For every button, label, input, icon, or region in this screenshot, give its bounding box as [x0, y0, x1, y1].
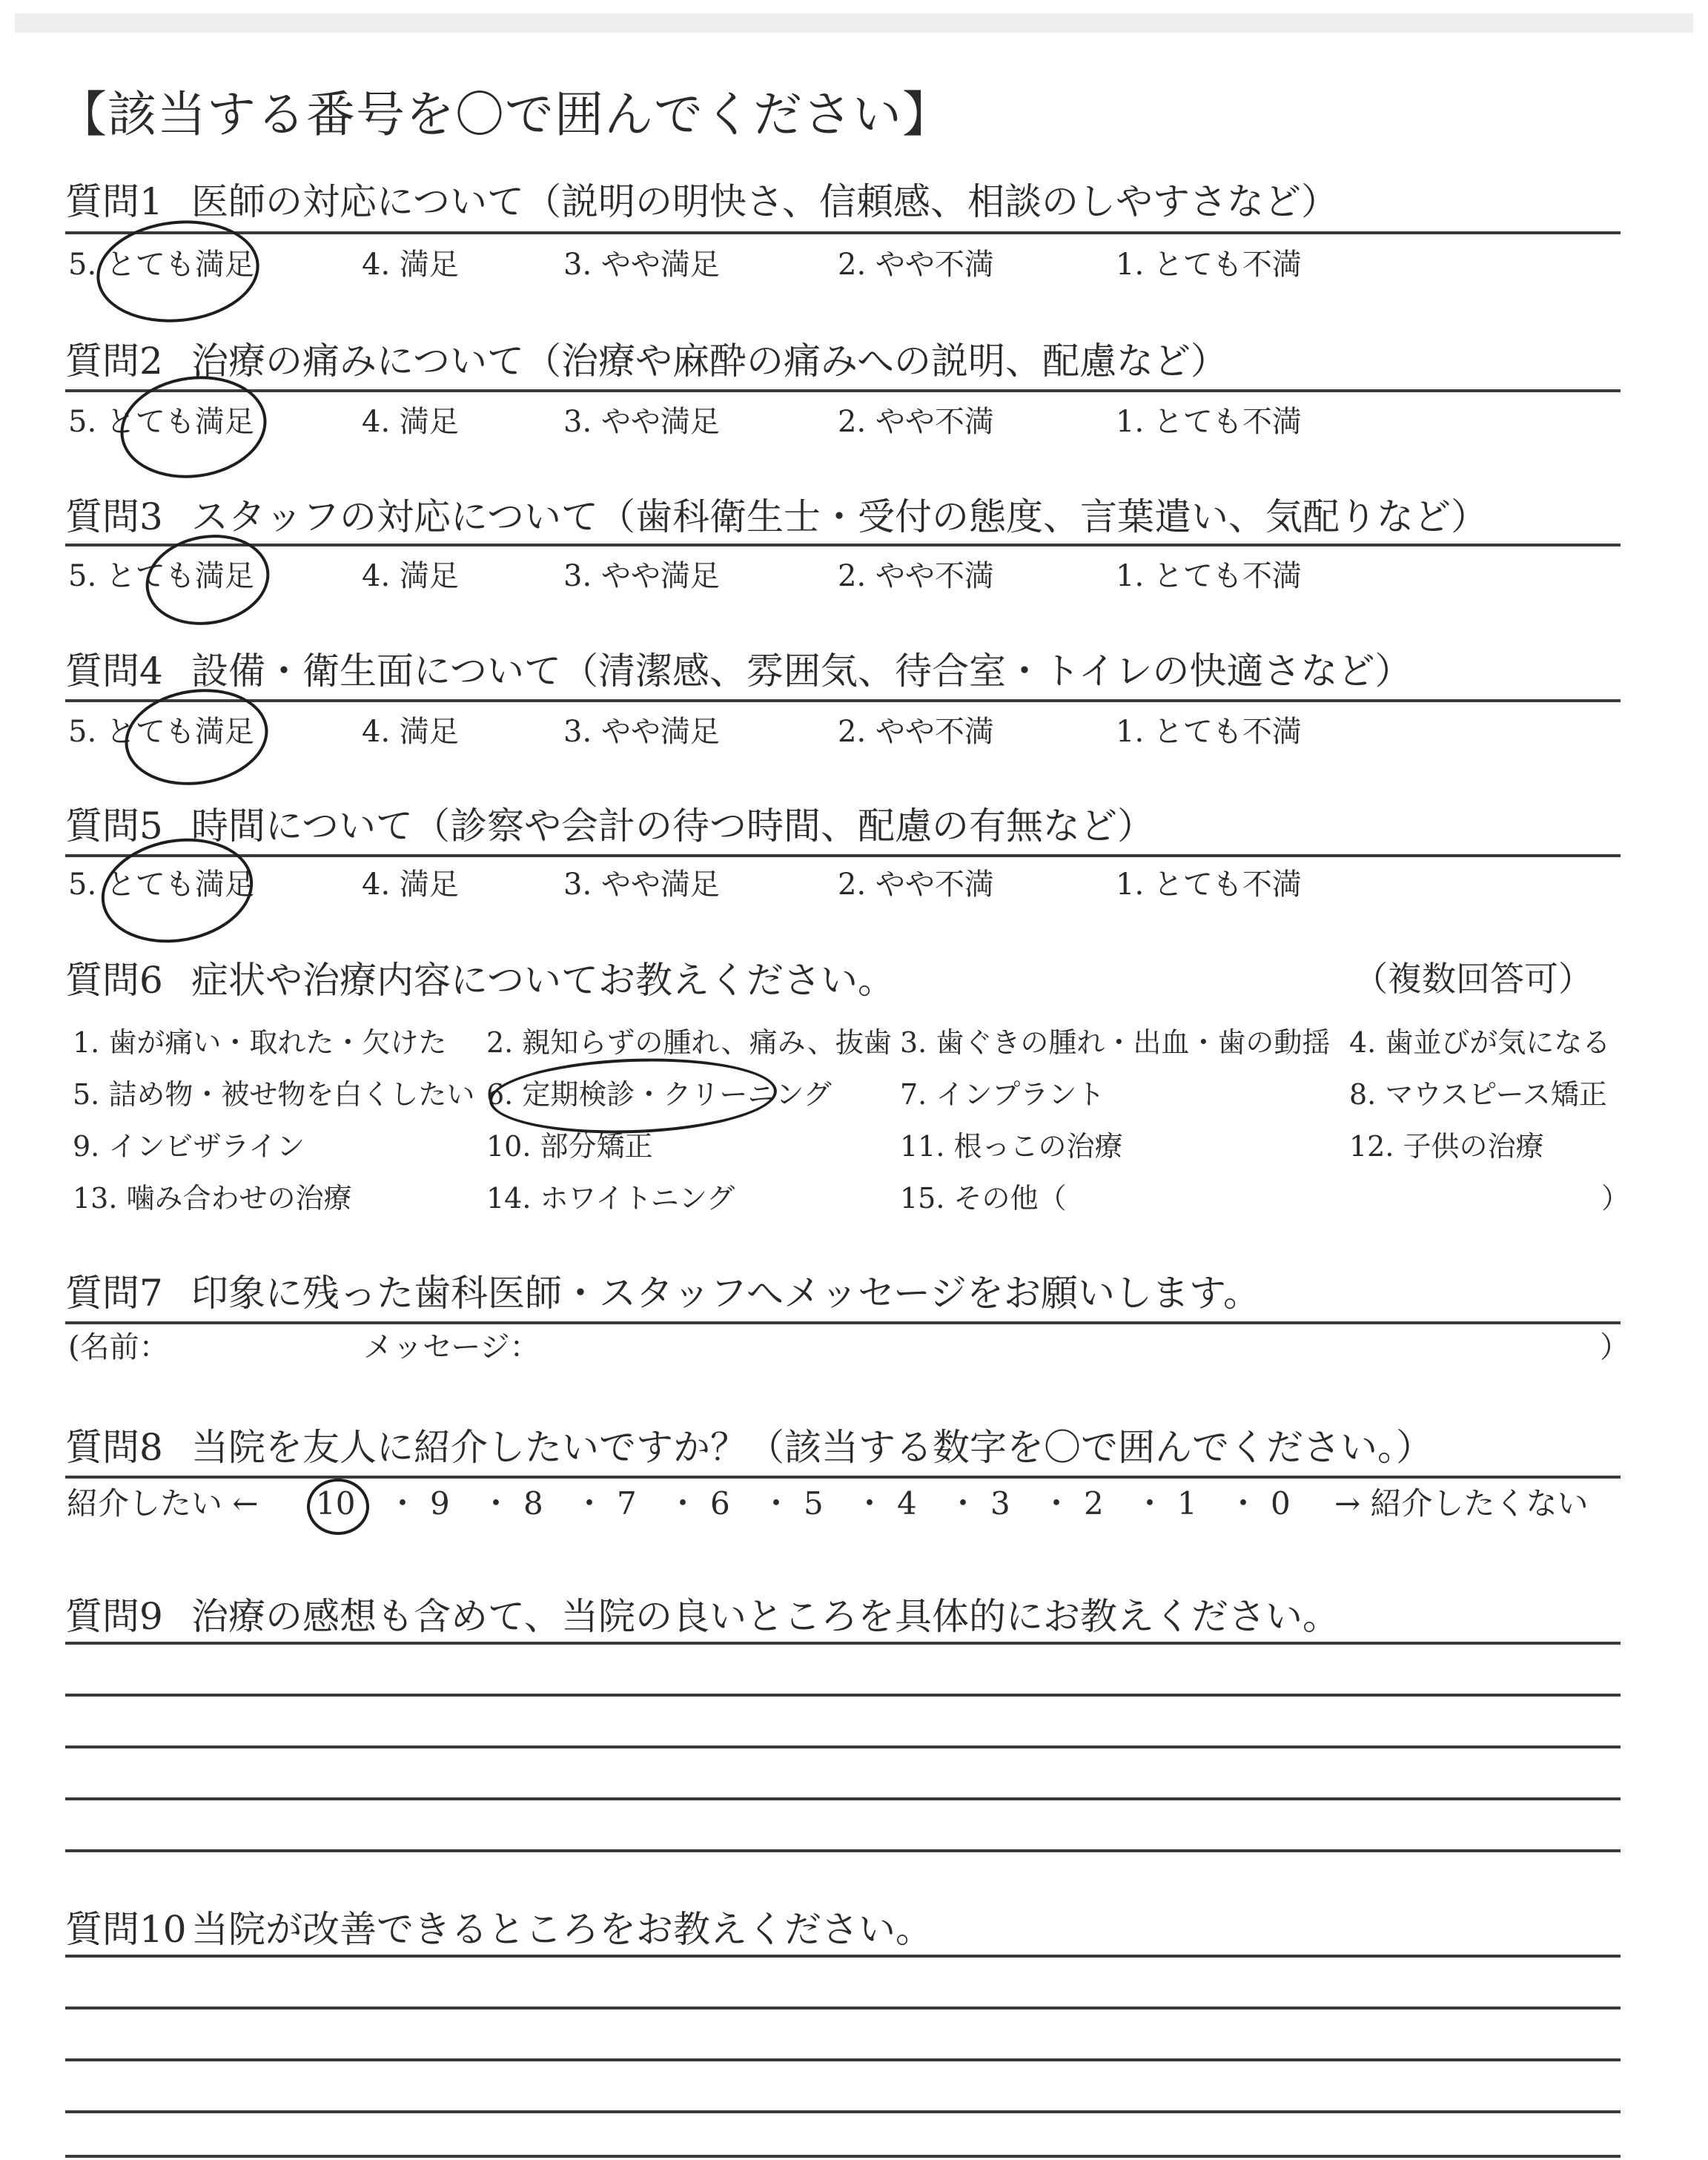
question-8-number: 質問8: [65, 1426, 163, 1469]
q8-separator: ・: [1041, 1485, 1073, 1522]
q3-option-3[interactable]: 3. やや満足: [563, 559, 720, 593]
q5-option-5[interactable]: 5. とても満足: [68, 868, 254, 902]
q8-selection-circle: [307, 1479, 369, 1535]
question-9-title: [65, 1593, 1340, 1640]
question-6-number: 質問6: [65, 959, 163, 1002]
q2-option-3[interactable]: 3. やや満足: [563, 405, 720, 439]
q8-scale-3[interactable]: 3: [990, 1485, 1010, 1522]
q10-answer-line[interactable]: [65, 1955, 1621, 1958]
question-9-number: 質問9: [65, 1595, 163, 1638]
question-1-number: 質問1: [65, 180, 163, 223]
q2-selection-circle: [113, 367, 273, 487]
q5-option-4[interactable]: 4. 満足: [362, 868, 459, 902]
q6-item-5[interactable]: 5. 詰め物・被せ物を白くしたい: [73, 1078, 475, 1111]
question-1-rule: [65, 231, 1621, 234]
question-5-title: [65, 802, 1154, 850]
q9-answer-line[interactable]: [65, 1849, 1621, 1852]
question-3-number: 質問3: [65, 495, 163, 538]
question-4-text: 設備・衛生面について（清潔感、雰囲気、待合室・トイレの快適さなど）: [191, 650, 1412, 693]
q10-answer-line[interactable]: [65, 2155, 1621, 2158]
q2-option-5[interactable]: 5. とても満足: [68, 405, 254, 439]
q8-scale-7[interactable]: 7: [617, 1485, 637, 1522]
q8-separator: ・: [574, 1485, 606, 1522]
question-4-title: [65, 647, 1412, 695]
q7-message-label: メッセージ：: [363, 1330, 540, 1364]
q5-option-3[interactable]: 3. やや満足: [563, 868, 720, 902]
q8-scale-0[interactable]: 0: [1271, 1485, 1291, 1522]
question-3-text: スタッフの対応について（歯科衛生士・受付の態度、言葉遣い、気配りなど）: [191, 495, 1488, 538]
question-5-text: 時間について（診察や会計の待つ時間、配慮の有無など）: [191, 805, 1154, 848]
q9-answer-line[interactable]: [65, 1694, 1621, 1697]
question-10-number: 質問10: [65, 1908, 187, 1951]
q8-separator: ・: [947, 1485, 979, 1522]
q8-scale-4[interactable]: 4: [897, 1485, 917, 1522]
q8-separator: ・: [387, 1485, 419, 1522]
q6-item-8[interactable]: 8. マウスピース矯正: [1349, 1078, 1607, 1111]
question-3-rule: [65, 544, 1621, 546]
q9-answer-line[interactable]: [65, 1797, 1621, 1800]
q8-scale-5[interactable]: 5: [804, 1485, 824, 1522]
q8-separator: ・: [480, 1485, 512, 1522]
q6-item-1[interactable]: 1. 歯が痛い・取れた・欠けた: [73, 1026, 447, 1059]
q8-right-label: → 紹介したくない: [1334, 1485, 1589, 1522]
q5-option-1[interactable]: 1. とても不満: [1116, 868, 1302, 902]
question-9-text: 治療の感想も含めて、当院の良いところを具体的にお教えください。: [191, 1595, 1340, 1638]
q1-option-1[interactable]: 1. とても不満: [1116, 248, 1302, 282]
q6-item-14[interactable]: 14. ホワイトニング: [486, 1182, 735, 1215]
q6-item-10[interactable]: 10. 部分矯正: [486, 1130, 653, 1163]
question-4-number: 質問4: [65, 650, 163, 693]
q10-answer-line[interactable]: [65, 2058, 1621, 2061]
q9-answer-line[interactable]: [65, 1745, 1621, 1748]
question-7-rule: [65, 1321, 1621, 1324]
q8-scale-9[interactable]: 9: [430, 1485, 450, 1522]
question-6-multiple-note: （複数回答可）: [1354, 959, 1592, 999]
question-2-rule: [65, 389, 1621, 392]
q2-option-1[interactable]: 1. とても不満: [1116, 405, 1302, 439]
question-3-title: [65, 493, 1488, 541]
question-7-title: [65, 1269, 1260, 1317]
question-10-title: [65, 1906, 933, 1953]
q8-scale-8[interactable]: 8: [523, 1485, 543, 1522]
q3-option-2[interactable]: 2. やや不満: [838, 559, 994, 593]
q7-name-label: (名前：: [68, 1330, 169, 1364]
q6-item-12[interactable]: 12. 子供の治療: [1349, 1130, 1544, 1163]
q8-scale-6[interactable]: 6: [710, 1485, 730, 1522]
q8-separator: ・: [761, 1485, 792, 1522]
q8-separator: ・: [1134, 1485, 1166, 1522]
q1-option-2[interactable]: 2. やや不満: [838, 248, 994, 282]
q6-item-13[interactable]: 13. 噛み合わせの治療: [73, 1182, 352, 1215]
q8-separator: ・: [667, 1485, 699, 1522]
q6-item-3[interactable]: 3. 歯ぐきの腫れ・出血・歯の動揺: [900, 1026, 1331, 1059]
q8-separator: ・: [854, 1485, 886, 1522]
question-8-rule: [65, 1476, 1621, 1479]
q6-item-9[interactable]: 9. インビザライン: [73, 1130, 305, 1163]
question-4-rule: [65, 699, 1621, 702]
question-7-number: 質問7: [65, 1272, 163, 1315]
q4-option-2[interactable]: 2. やや不満: [838, 715, 994, 749]
q4-option-5[interactable]: 5. とても満足: [68, 715, 254, 749]
q6-item-2[interactable]: 2. 親知らずの腫れ、痛み、抜歯: [486, 1026, 892, 1059]
q8-scale-10[interactable]: 10: [316, 1485, 356, 1522]
q8-separator: ・: [1228, 1485, 1260, 1522]
q3-option-1[interactable]: 1. とても不満: [1116, 559, 1302, 593]
q6-item-6[interactable]: 6. 定期検診・クリーニング: [486, 1078, 832, 1111]
question-1-title: [65, 178, 1338, 225]
question-7-text: 印象に残った歯科医師・スタッフへメッセージをお願いします。: [191, 1272, 1260, 1315]
q4-option-4[interactable]: 4. 満足: [362, 715, 459, 749]
question-6-title: [65, 957, 895, 1004]
q4-selection-circle: [119, 680, 274, 794]
question-8-title: [65, 1424, 1433, 1471]
q4-option-3[interactable]: 3. やや満足: [563, 715, 720, 749]
question-6-text: 症状や治療内容についてお教えください。: [191, 959, 895, 1002]
q6-selection-circle: [488, 1054, 778, 1137]
q10-answer-line[interactable]: [65, 2007, 1621, 2009]
q1-option-3[interactable]: 3. やや満足: [563, 248, 720, 282]
q6-item-15[interactable]: 15. その他（: [900, 1182, 1067, 1215]
q6-item-11[interactable]: 11. 根っこの治療: [900, 1130, 1123, 1163]
question-5-rule: [65, 854, 1621, 857]
question-8-text: 当院を友人に紹介したいですか？（該当する数字を〇で囲んでください。）: [191, 1426, 1433, 1469]
q6-item-15-close-paren: ）: [1601, 1182, 1630, 1215]
q1-option-5[interactable]: 5. とても満足: [68, 248, 254, 282]
question-10-text: 当院が改善できるところをお教えください。: [191, 1908, 933, 1951]
q3-option-4[interactable]: 4. 満足: [362, 559, 459, 593]
q7-close-paren: ）: [1600, 1330, 1629, 1364]
q5-option-2[interactable]: 2. やや不満: [838, 868, 994, 902]
question-1-text: 医師の対応について（説明の明快さ、信頼感、相談のしやすさなど）: [191, 180, 1338, 223]
scan-top-edge: [15, 13, 1693, 33]
question-5-number: 質問5: [65, 805, 163, 848]
q8-scale-2[interactable]: 2: [1084, 1485, 1104, 1522]
q2-option-4[interactable]: 4. 満足: [362, 405, 459, 439]
q3-selection-circle: [139, 525, 277, 634]
question-2-number: 質問2: [65, 340, 163, 383]
q1-selection-circle: [91, 213, 264, 330]
q6-item-4[interactable]: 4. 歯並びが気になる: [1349, 1026, 1611, 1059]
q8-scale-1[interactable]: 1: [1177, 1485, 1197, 1522]
q8-left-label: 紹介したい ←: [67, 1485, 259, 1522]
q3-option-5[interactable]: 5. とても満足: [68, 559, 254, 593]
q10-answer-line[interactable]: [65, 2110, 1621, 2113]
q9-answer-line[interactable]: [65, 1642, 1621, 1645]
instruction-header: 【該当する番号を〇で囲んでください】: [58, 86, 952, 143]
q4-option-1[interactable]: 1. とても不満: [1116, 715, 1302, 749]
question-2-title: [65, 337, 1228, 385]
q6-item-7[interactable]: 7. インプラント: [900, 1078, 1105, 1111]
q1-option-4[interactable]: 4. 満足: [362, 248, 459, 282]
question-2-text: 治療の痛みについて（治療や麻酔の痛みへの説明、配慮など）: [191, 340, 1228, 383]
q2-option-2[interactable]: 2. やや不満: [838, 405, 994, 439]
